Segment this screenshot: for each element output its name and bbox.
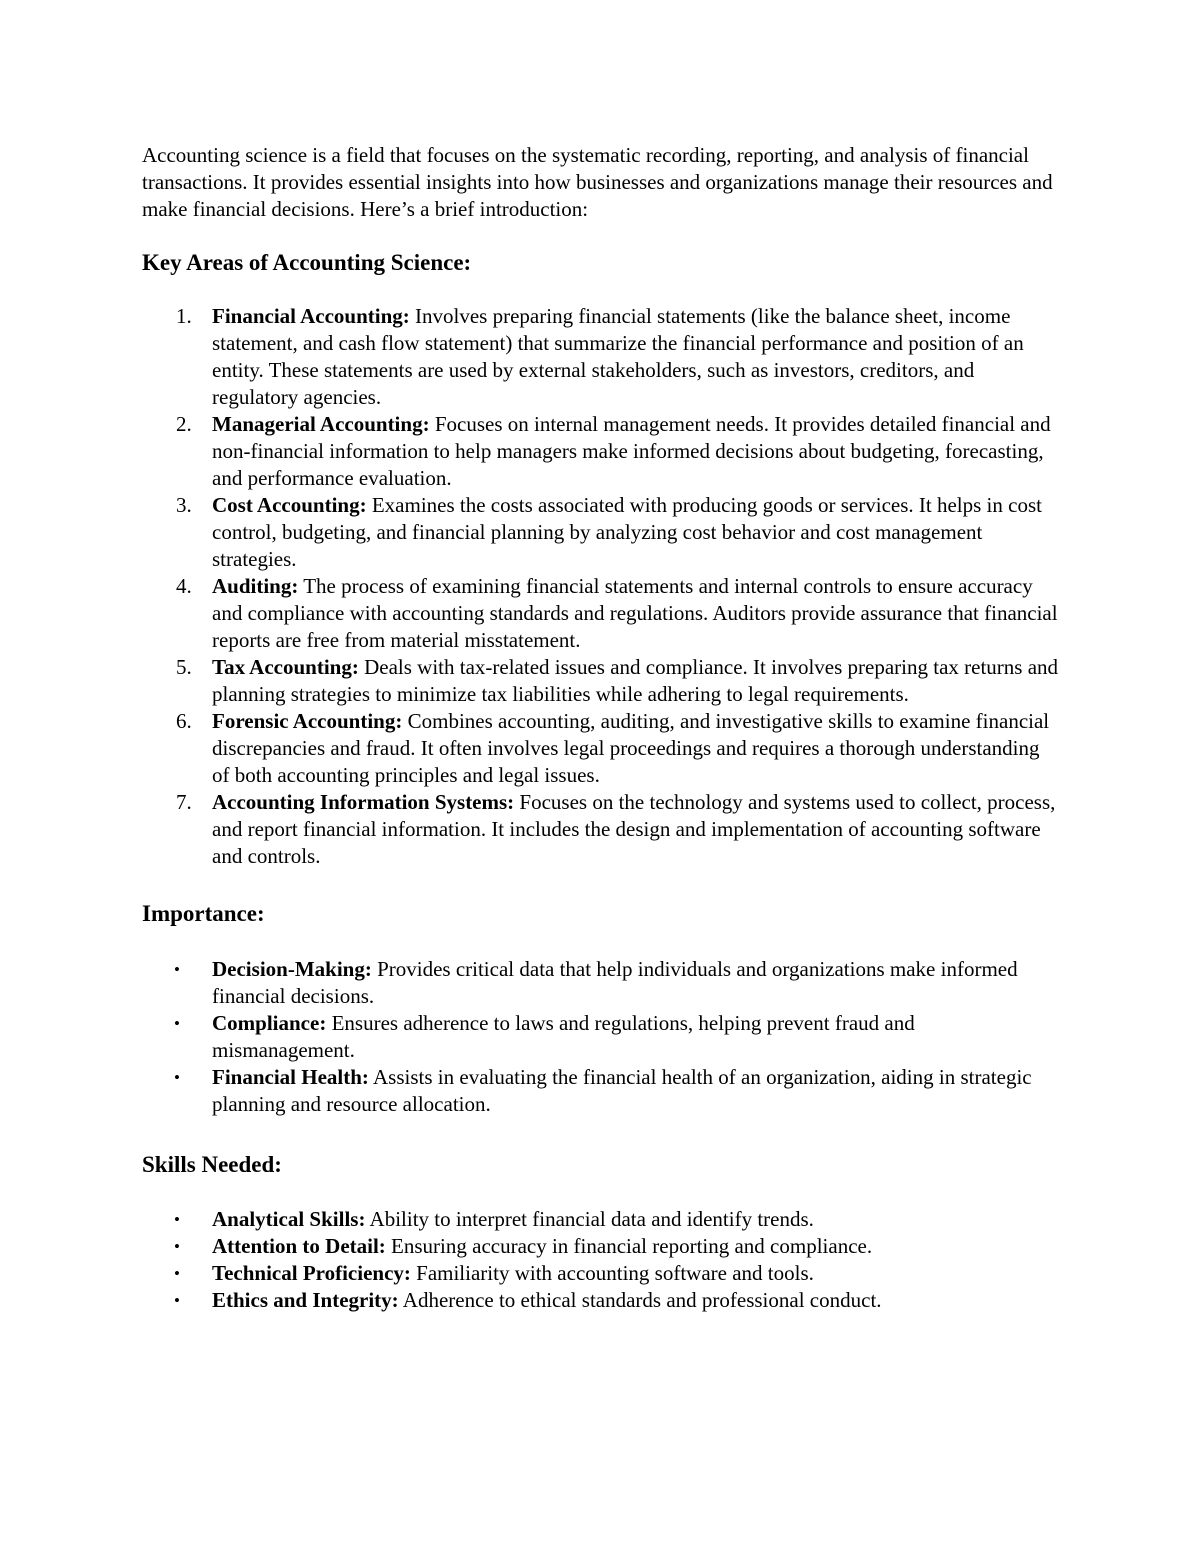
item-term: Analytical Skills:: [212, 1207, 366, 1231]
skills-item-attention-to-detail: [142, 1233, 1062, 1260]
bullet-icon: •: [174, 1210, 180, 1229]
intro-paragraph: Accounting science is a field that focuses on the systematic recording, reporting, and analysis of financial transactions. It provides essential insights into how businesses and organizations manage their resources and make financial decisions. Here’s a brief introduction:: [142, 143, 1053, 221]
item-text: Combines accounting, auditing, and investigative skills to examine financial discrepancies and fraud. It often involves legal proceedings and requires a thorough understanding of both accounting principles and legal issues.: [212, 709, 1050, 787]
importance-list: [142, 956, 1062, 1118]
item-text: Focuses on the technology and systems used to collect, process, and report financial information. It includes the design and implementation of accounting software and controls.: [212, 790, 1056, 868]
bullet-icon: •: [174, 1237, 180, 1256]
item-text: Ensures adherence to laws and regulations, helping prevent fraud and mismanagement.: [212, 1011, 915, 1062]
key-area-item-accounting-information-systems: [142, 789, 1062, 870]
item-term: Financial Health:: [212, 1065, 369, 1089]
item-term: Managerial Accounting:: [212, 412, 430, 436]
item-term: Financial Accounting:: [212, 304, 410, 328]
skills-item-ethics-and-integrity: [142, 1287, 1062, 1314]
key-area-item-financial-accounting: [142, 303, 1062, 411]
key-area-item-tax-accounting: [142, 654, 1062, 708]
list-number: 2.: [176, 412, 192, 436]
skills-item-analytical-skills: [142, 1206, 1062, 1233]
item-text: Assists in evaluating the financial health of an organization, aiding in strategic planning and resource allocation.: [212, 1065, 1032, 1116]
key-areas-list: [142, 303, 1062, 870]
bullet-icon: •: [174, 1291, 180, 1310]
importance-heading: Importance:: [142, 901, 265, 926]
item-text: Provides critical data that help individuals and organizations make informed financial decisions.: [212, 957, 1018, 1008]
key-area-item-forensic-accounting: [142, 708, 1062, 789]
item-text: The process of examining financial statements and internal controls to ensure accuracy and compliance with accounting standards and regulations. Auditors provide assurance that financial reports are free from material misstatement.: [212, 574, 1058, 652]
key-area-item-auditing: [142, 573, 1062, 654]
item-term: Accounting Information Systems:: [212, 790, 515, 814]
skills-heading: Skills Needed:: [142, 1152, 282, 1177]
list-number: 4.: [176, 574, 192, 598]
list-number: 1.: [176, 304, 192, 328]
importance-item-decision-making: [142, 956, 1062, 1010]
item-text: Deals with tax-related issues and compliance. It involves preparing tax returns and planning strategies to minimize tax liabilities while adhering to legal requirements.: [212, 655, 1059, 706]
item-text: Examines the costs associated with producing goods or services. It helps in cost control, budgeting, and financial planning by analyzing cost behavior and cost management strategies.: [212, 493, 1042, 571]
importance-item-compliance: [142, 1010, 1062, 1064]
item-term: Tax Accounting:: [212, 655, 359, 679]
item-term: Forensic Accounting:: [212, 709, 403, 733]
item-text: Ensuring accuracy in financial reporting and compliance.: [385, 1234, 873, 1258]
bullet-icon: •: [174, 1264, 180, 1283]
item-term: Decision-Making:: [212, 957, 372, 981]
item-text: Familiarity with accounting software and tools.: [410, 1261, 814, 1285]
item-term: Cost Accounting:: [212, 493, 367, 517]
item-term: Compliance:: [212, 1011, 327, 1035]
item-term: Attention to Detail:: [212, 1234, 386, 1258]
bullet-icon: •: [174, 1068, 180, 1087]
key-areas-heading: Key Areas of Accounting Science:: [142, 250, 472, 275]
item-text: Focuses on internal management needs. It provides detailed financial and non-financial information to help managers make informed decisions about budgeting, forecasting, and performance evaluation.: [212, 412, 1051, 490]
item-text: Ability to interpret financial data and identify trends.: [365, 1207, 814, 1231]
item-term: Ethics and Integrity:: [212, 1288, 399, 1312]
importance-item-financial-health: [142, 1064, 1062, 1118]
key-area-item-managerial-accounting: [142, 411, 1062, 492]
item-text: Adherence to ethical standards and professional conduct.: [398, 1288, 882, 1312]
bullet-icon: •: [174, 1014, 180, 1033]
skills-list: [142, 1206, 1062, 1314]
document-page: [142, 142, 1062, 1314]
list-number: 7.: [176, 790, 192, 814]
skills-item-technical-proficiency: [142, 1260, 1062, 1287]
list-number: 6.: [176, 709, 192, 733]
list-number: 3.: [176, 493, 192, 517]
item-term: Technical Proficiency:: [212, 1261, 411, 1285]
item-term: Auditing:: [212, 574, 299, 598]
bullet-icon: •: [174, 960, 180, 979]
key-area-item-cost-accounting: [142, 492, 1062, 573]
item-text: Involves preparing financial statements (like the balance sheet, income statement, and cash flow statement) that summarize the financial performance and position of an entity. These statements are used by external stakeholders, such as investors, creditors, and regulatory agencies.: [212, 304, 1024, 409]
list-number: 5.: [176, 655, 192, 679]
